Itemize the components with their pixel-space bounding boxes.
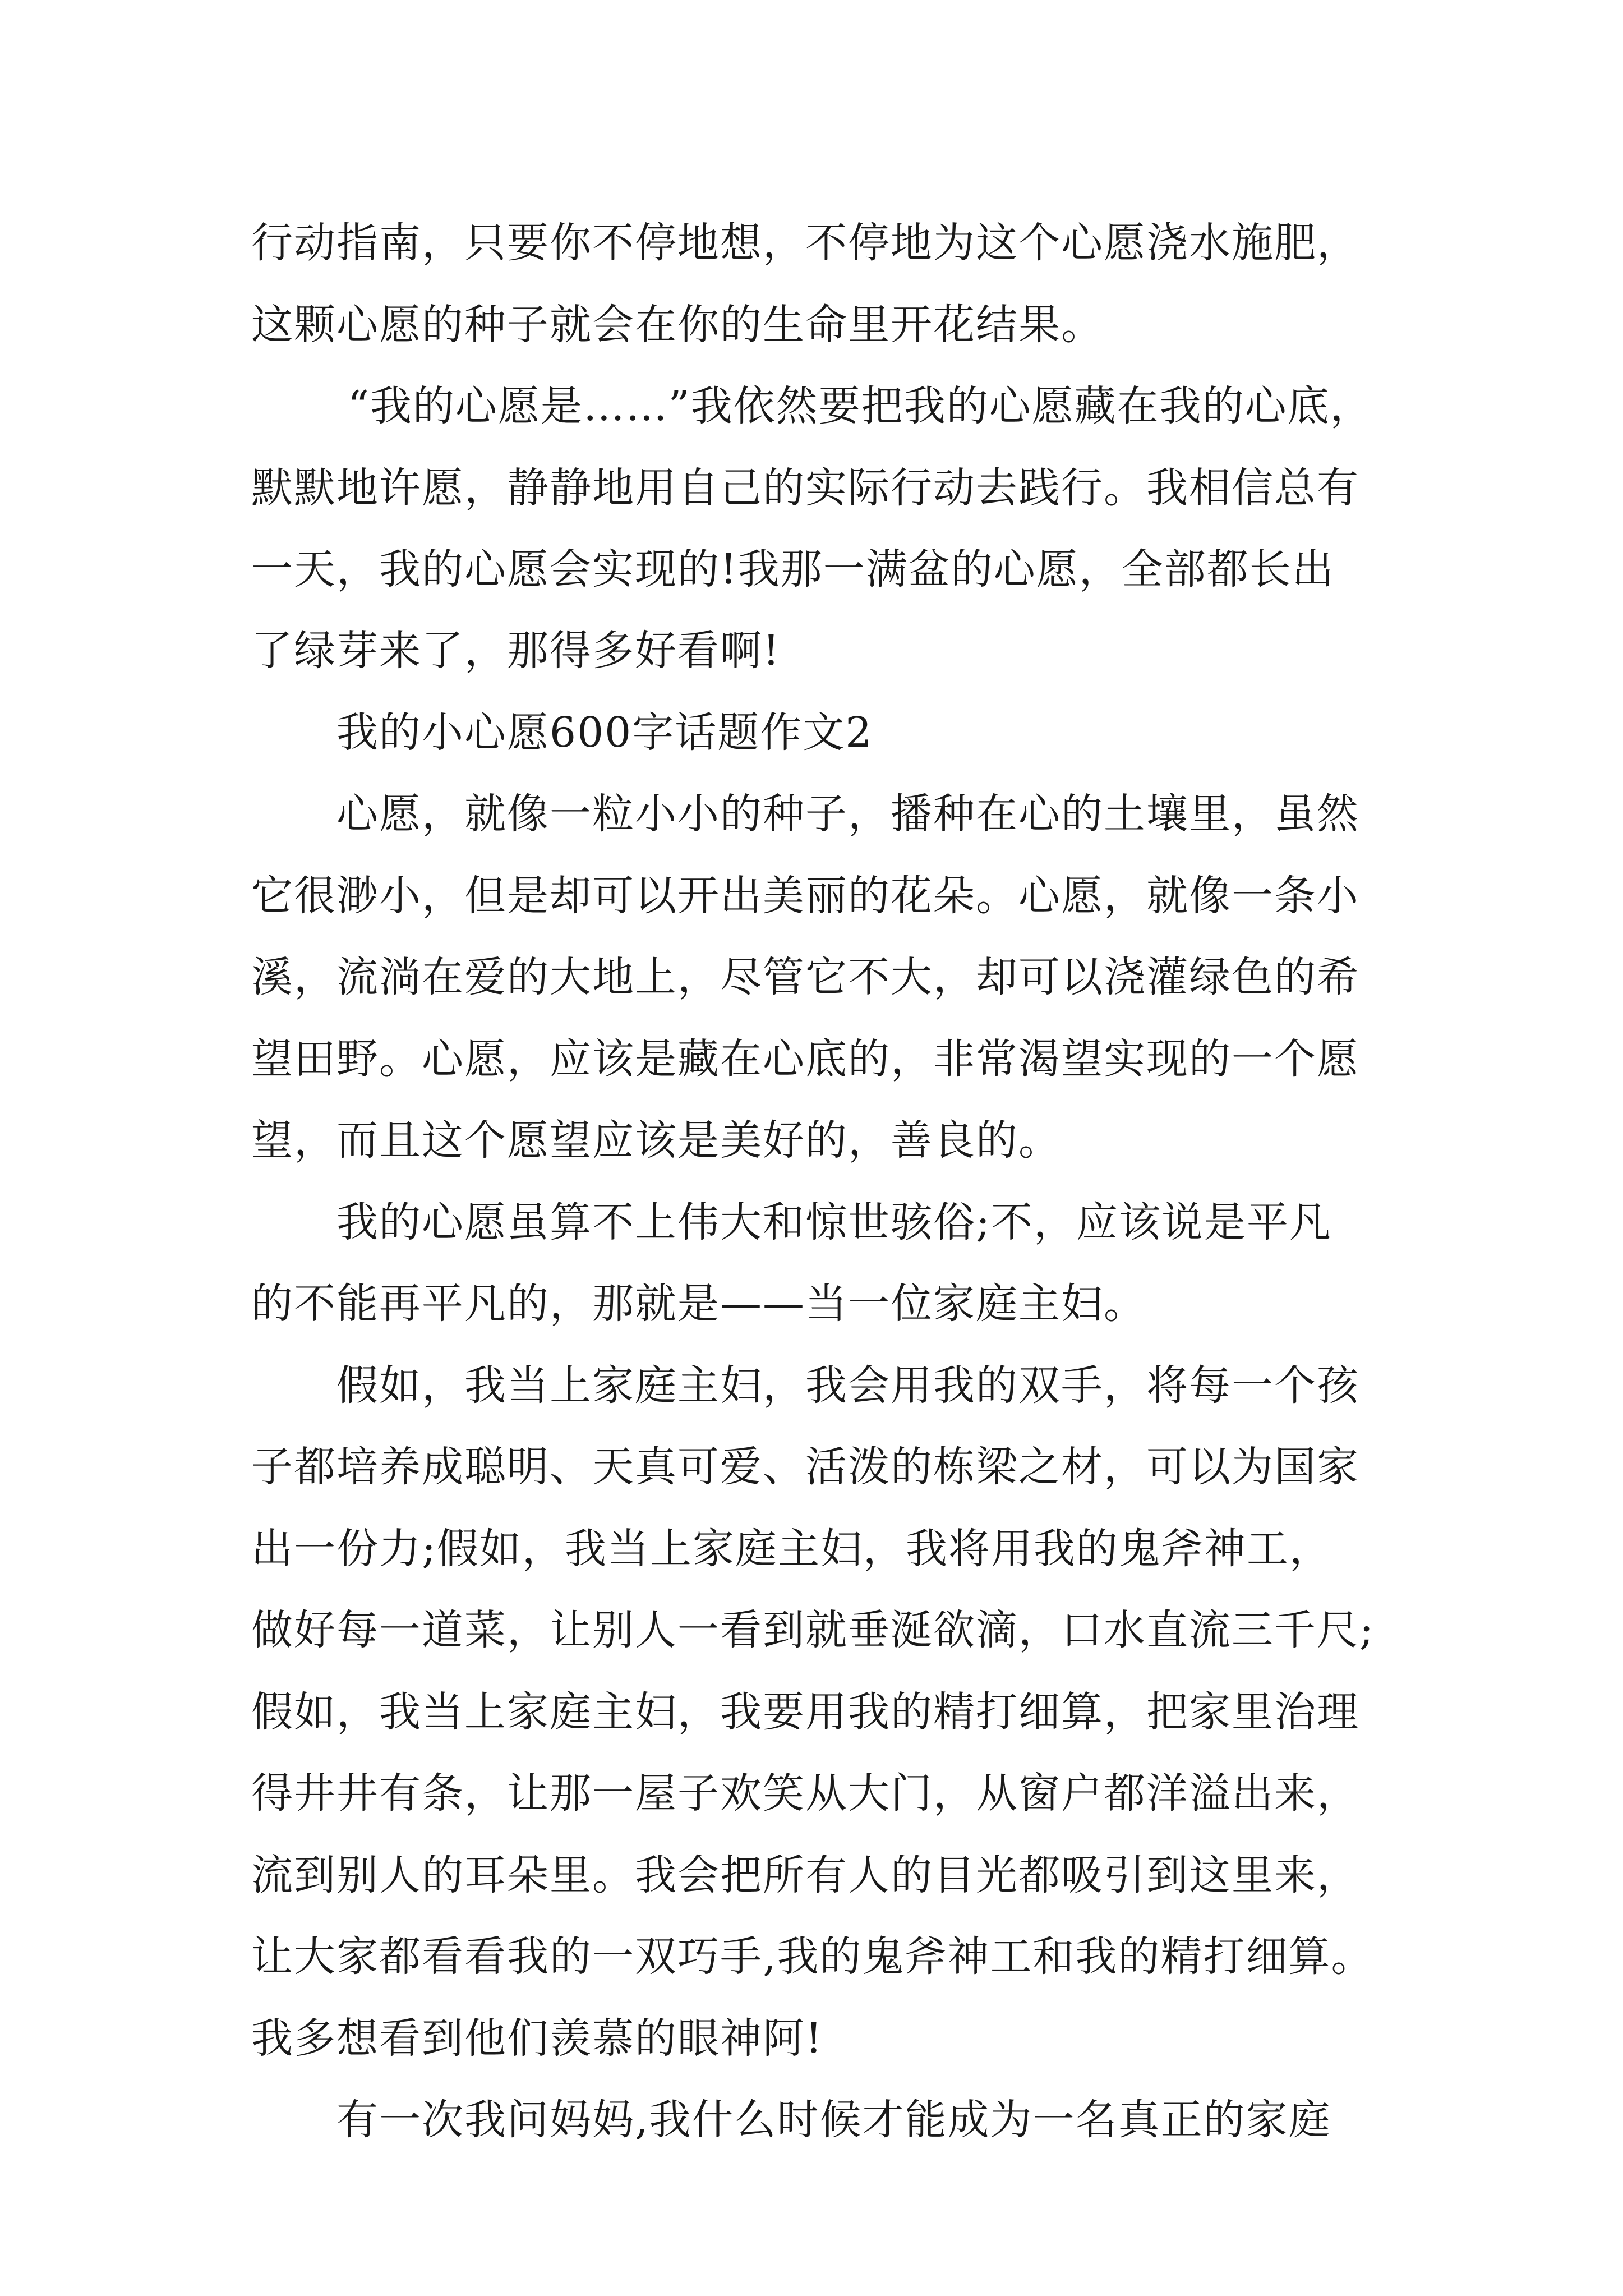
text-line: 做好每一道菜，让别人一看到就垂涎欲滴，口水直流三千尺; (251, 1606, 1375, 1654)
text-line: 得井井有条，让那一屋子欢笑从大门，从窗户都洋溢出来， (251, 1769, 1359, 1818)
text-line: 假如，我当上家庭主妇，我要用我的精打细算，把家里治理 (251, 1688, 1359, 1736)
text-line: 子都培养成聪明、天真可爱、活泼的栋梁之材，可以为国家 (251, 1443, 1359, 1491)
text-line: 我多想看到他们羡慕的眼神阿! (251, 2014, 823, 2063)
text-line: 了绿芽来了，那得多好看啊! (251, 627, 781, 675)
text-line: 行动指南，只要你不停地想，不停地为这个心愿浇水施肥， (251, 219, 1359, 267)
text-line: 流到别人的耳朵里。我会把所有人的目光都吸引到这里来， (251, 1851, 1359, 1899)
text-line: 我的心愿虽算不上伟大和惊世骇俗;不，应该说是平凡 (336, 1198, 1332, 1246)
text-line: 望，而且这个愿望应该是美好的，善良的。 (251, 1116, 1061, 1165)
text-line: 出一份力;假如，我当上家庭主妇，我将用我的鬼斧神工， (251, 1525, 1332, 1573)
text-line: 望田野。心愿，应该是藏在心底的，非常渴望实现的一个愿 (251, 1035, 1359, 1083)
text-line: 这颗心愿的种子就会在你的生命里开花结果。 (251, 301, 1104, 349)
text-line: 假如，我当上家庭主妇，我会用我的双手，将每一个孩 (336, 1361, 1359, 1410)
text-line: 让大家都看看我的一双巧手,我的鬼斧神工和我的精打细算。 (251, 1932, 1374, 1981)
text-line: 的不能再平凡的，那就是——当一位家庭主妇。 (251, 1280, 1146, 1328)
text-line: 一天，我的心愿会实现的!我那一满盆的心愿，全部都长出 (251, 545, 1335, 593)
text-line: 溪，流淌在爱的大地上，尽管它不大，却可以浇灌绿色的希 (251, 953, 1359, 1001)
text-line: 默默地许愿，静静地用自己的实际行动去践行。我相信总有 (251, 464, 1359, 512)
text-line: 心愿，就像一粒小小的种子，播种在心的土壤里，虽然 (336, 790, 1359, 838)
text-line: 有一次我问妈妈,我什么时候才能成为一名真正的家庭 (336, 2096, 1331, 2144)
text-line: “我的心愿是……”我依然要把我的心愿藏在我的心底， (348, 382, 1373, 430)
section-heading: 我的小心愿600字话题作文2 (336, 708, 873, 757)
text-line: 它很渺小，但是却可以开出美丽的花朵。心愿，就像一条小 (251, 872, 1359, 920)
